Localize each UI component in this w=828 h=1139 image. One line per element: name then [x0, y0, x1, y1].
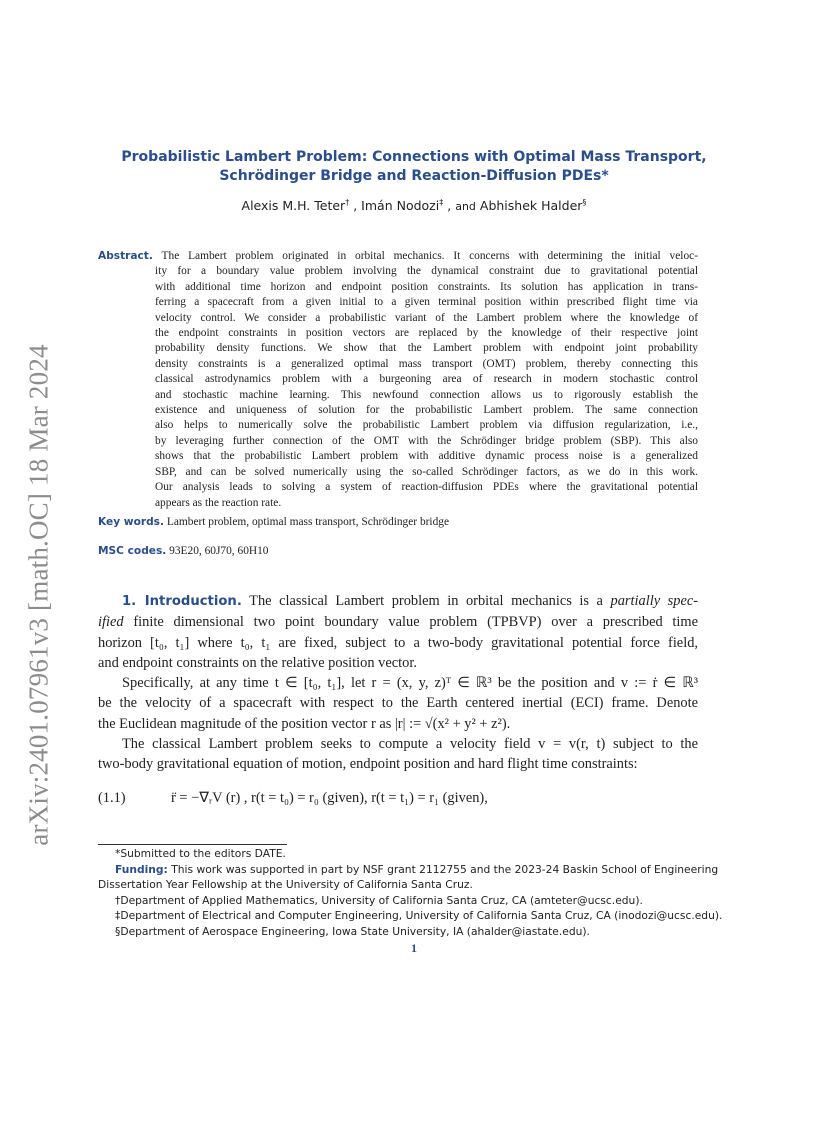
abstract-line: shows that the probabilistic Lambert problem with additive dynamic process noise is a generalized	[155, 450, 698, 463]
abstract-line: velocity control. We consider a probabilistic variant of the Lambert problem where the knowledge of	[155, 311, 698, 324]
abstract-line: the endpoint constraints in position vectors are replaced by the knowledge of their respective joint	[155, 327, 698, 340]
msc-text: 93E20, 60J70, 60H10	[169, 545, 269, 557]
abstract-line: also helps to numerically solve the probabilistic Lambert problem via diffusion regularization, i.e.,	[155, 419, 698, 432]
keywords-text: Lambert problem, optimal mass transport, Schrödinger bridge	[166, 516, 450, 528]
arxiv-identifier: arXiv:2401.07961v3 [math.OC] 18 Mar 2024	[23, 344, 54, 846]
msc-label: MSC codes.	[98, 545, 167, 557]
author-2-mark: ‡	[439, 196, 444, 207]
abstract-line: existence and uniqueness of solution for the probabilistic Lambert problem. The same connection	[155, 404, 698, 417]
keywords	[98, 516, 698, 528]
abstract-line: ferring a spacecraft from a given initial to a given terminal position within prescribed flight time via	[155, 296, 698, 309]
author-conjunction: and	[455, 200, 476, 213]
abstract-line: density constraints is a generalized optimal mass transport (OMT) problem, thereby connecting this	[155, 357, 698, 370]
abstract-line: ity for a boundary value problem involving the dynamical constraint due to gravitational potential	[155, 265, 698, 278]
equation-number: (1.1)	[98, 790, 126, 806]
author-1: Alexis M.H. Teter	[241, 198, 346, 213]
author-3: Abhishek Halder	[479, 198, 583, 213]
footnote-affiliation-3: §Department of Aerospace Engineering, Iowa State University, IA (ahalder@iastate.edu).	[115, 924, 590, 938]
msc-codes	[98, 545, 698, 557]
author-1-mark: †	[345, 196, 350, 207]
title-line-2: Schrödinger Bridge and Reaction-Diffusion PDEs*	[219, 168, 609, 184]
abstract-line: by leveraging further connection of the OMT with the Schrödinger bridge problem (SBP). This also	[155, 434, 698, 447]
abstract-label: Abstract.	[98, 250, 153, 262]
intro-line: horizon [t₀, t₁] where t₀, t₁ are fixed, subject to a two-body gravitational potential force field,	[98, 634, 698, 651]
footnotes	[98, 846, 723, 939]
keywords-label: Key words.	[98, 516, 165, 528]
abstract-line: classical astrodynamics problem with a burgeoning area of research in modern stochastic control	[155, 373, 698, 386]
abstract-line: Our analysis leads to solving a system of reaction-diffusion PDEs where the gravitational potential	[155, 481, 698, 494]
introduction-section	[98, 591, 698, 775]
footnote-submitted: *Submitted to the editors DATE.	[115, 847, 286, 860]
intro-line: and endpoint constraints on the relative position vector.	[98, 654, 417, 671]
intro-line: Specifically, at any time t ∈ [t₀, t₁], let r = (x, y, z)ᵀ ∈ ℝ³ be the position and v := ṙ ∈ ℝ³	[122, 675, 698, 692]
arxiv-side-stamp	[14, 330, 64, 860]
intro-line: two-body gravitational equation of motion, endpoint position and hard flight time constraints:	[98, 756, 638, 773]
intro-line: ified finite dimensional two point boundary value problem (TPBVP) over a prescribed time	[98, 614, 699, 631]
intro-line: 1. Introduction. The classical Lambert problem in orbital mechanics is a partially spec-	[122, 593, 699, 609]
paper-title	[98, 148, 730, 186]
page-number: 1	[411, 941, 417, 955]
footnote-divider	[98, 844, 287, 845]
footnote-affiliation-2: ‡Department of Electrical and Computer Engineering, University of California Santa Cruz, CA (inodozi@ucsc.edu).	[115, 909, 723, 922]
intro-line: be the velocity of a spacecraft with respect to the Earth centered inertial (ECI) frame. Denote	[98, 695, 698, 712]
equation-body: r̈ = −∇ᵣV (r) , r(t = t₀) = r₀ (given), r(t = t₁) = r₁ (given),	[171, 790, 488, 806]
abstract-line: SBP, and can be solved numerically using the so-called Schrödinger factors, as we do in this work.	[155, 465, 698, 478]
abstract-line: with additional time horizon and endpoint position constraints. Its solution has application in trans-	[155, 280, 698, 293]
footnote-funding-cont: Dissertation Year Fellowship at the University of California Santa Cruz.	[98, 878, 473, 891]
footnote-affiliation-1: †Department of Applied Mathematics, University of California Santa Cruz, CA (amteter@ucsc.edu).	[115, 893, 643, 907]
funding-label: Funding:	[115, 862, 168, 876]
abstract-line: appears as the reaction rate.	[155, 496, 282, 509]
intro-line: the Euclidean magnitude of the position vector r as |r| := √(x² + y² + z²).	[98, 715, 511, 732]
author-3-mark: §	[582, 196, 587, 207]
abstract-line: probability density functions. We show that the Lambert problem with endpoint joint probability	[155, 342, 698, 355]
footnote-funding: Funding: This work was supported in part by NSF grant 2112755 and the 2023-24 Baskin School of Engineering	[115, 862, 719, 876]
author-list: Alexis M.H. Teter† , Imán Nodozi‡ , and Abhishek Halder§	[241, 196, 587, 213]
intro-line: The classical Lambert problem seeks to compute a velocity field v = v(r, t) subject to the	[122, 736, 698, 753]
author-2: Imán Nodozi	[361, 198, 440, 213]
abstract	[98, 249, 698, 511]
title-line-1: Probabilistic Lambert Problem: Connections with Optimal Mass Transport,	[121, 149, 707, 165]
abstract-line: Abstract. The Lambert problem originated in orbital mechanics. It concerns with determining the initial veloc-	[98, 250, 698, 262]
abstract-line: and stochastic machine learning. This newfound connection allows us to rigorously establish the	[155, 388, 698, 401]
section-heading: 1. Introduction.	[122, 594, 242, 609]
